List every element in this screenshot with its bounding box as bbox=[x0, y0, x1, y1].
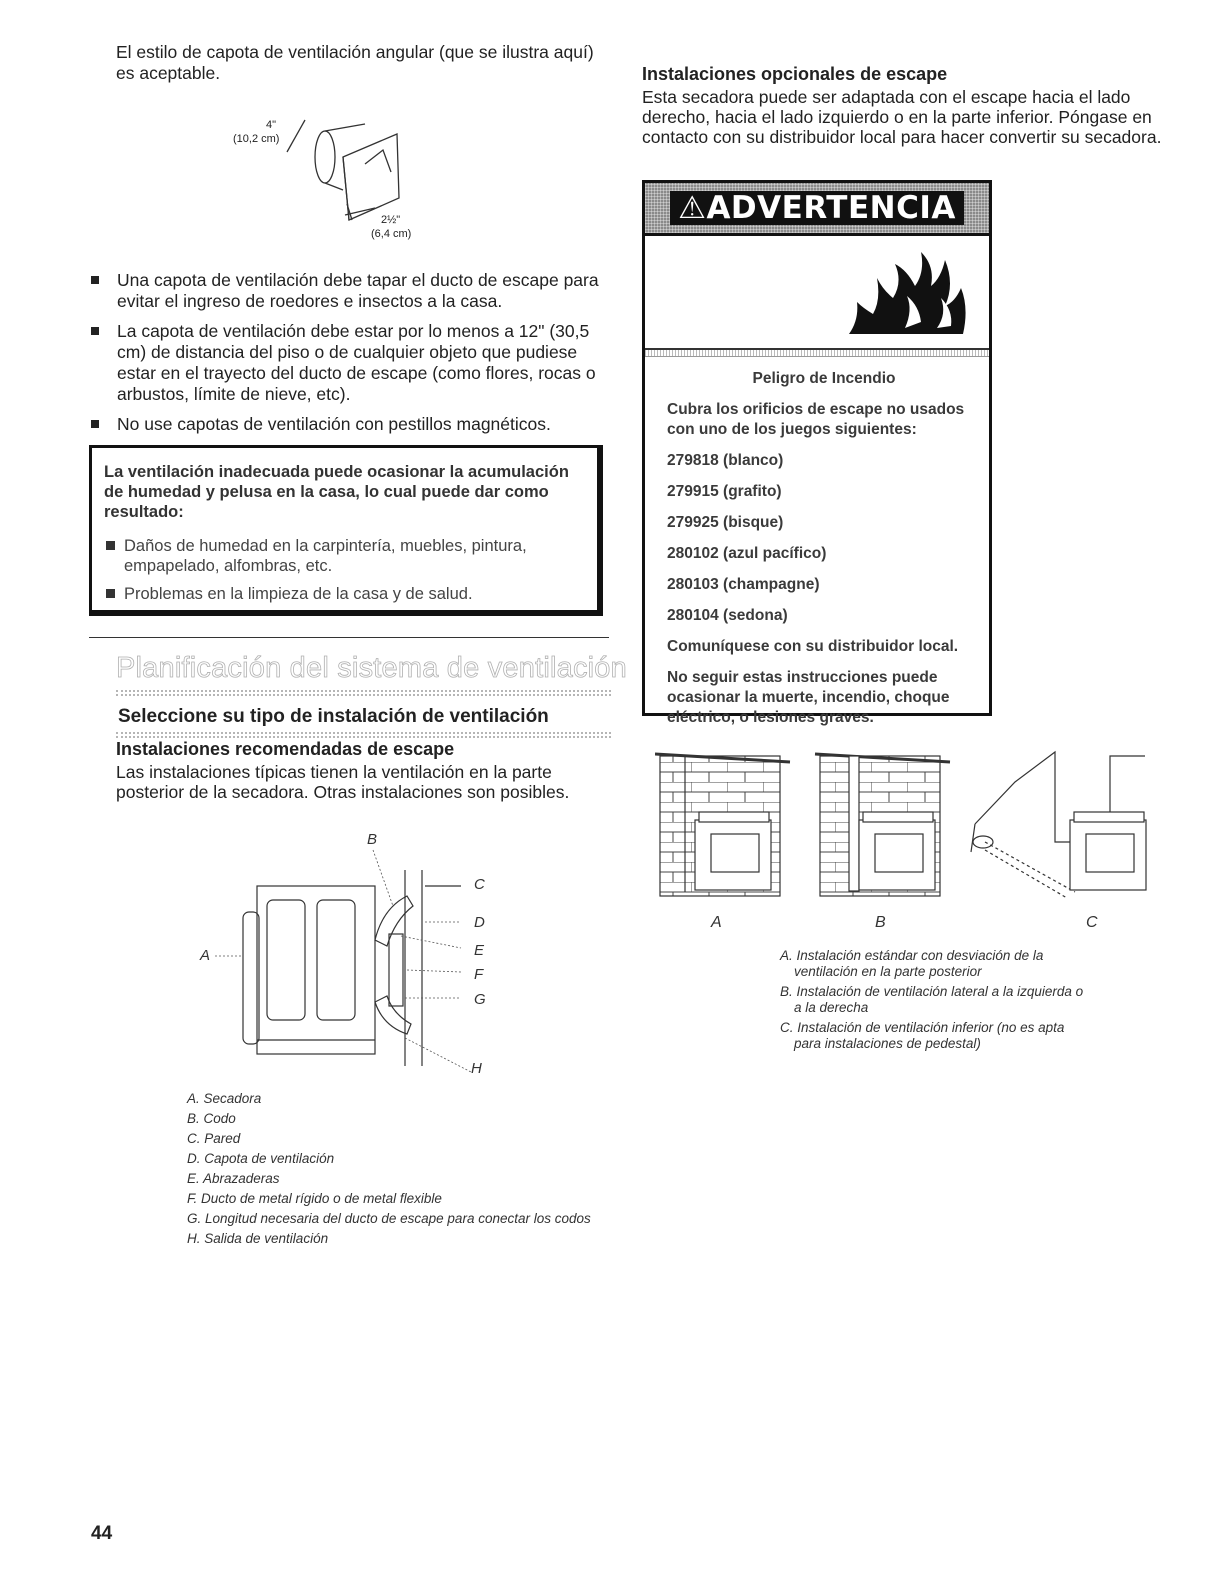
fire-icon bbox=[645, 236, 989, 346]
label-a: A bbox=[200, 947, 211, 964]
warning-intro: Cubra los orificios de escape no usados con uno de los juegos siguientes: bbox=[667, 401, 965, 438]
list-item: La capota de ventilación debe estar por lo menos a 12" (30,5 cm) de distancia del piso o de cualquier objeto que pudiese estar en el trayecto del ducto de escape (como flores, rocas o arbustos, límite de nieve, etc). bbox=[91, 321, 611, 405]
label-b: B bbox=[367, 831, 378, 848]
install-caption: B. Instalación de ventilación lateral a la izquierda o a la derecha bbox=[780, 984, 1084, 1015]
kit-item: 280104 (sedona) bbox=[667, 607, 788, 624]
legend-item: H. Salida de ventilación bbox=[187, 1231, 329, 1246]
warning-body bbox=[645, 357, 989, 728]
dotted-divider bbox=[116, 736, 611, 738]
section-title: Planificación del sistema de ventilación bbox=[116, 652, 627, 684]
legend-item: E. Abrazaderas bbox=[187, 1171, 280, 1186]
install-label-a: A bbox=[711, 914, 722, 931]
optional-heading: Instalaciones opcionales de escape bbox=[642, 64, 948, 84]
install-caption: C. Instalación de ventilación inferior (no es apta para instalaciones de pedestal) bbox=[780, 1020, 1065, 1051]
label-d: D bbox=[474, 914, 485, 931]
dim-a-inches: 4" bbox=[266, 119, 277, 131]
label-h: H bbox=[471, 1060, 482, 1077]
label-g: G bbox=[474, 991, 486, 1008]
dotted-divider bbox=[116, 694, 611, 696]
label-f: F bbox=[474, 966, 484, 983]
note-item: Daños de humedad en la carpintería, muebles, pintura, empapelado, alfombras, etc. bbox=[104, 536, 583, 576]
list-item: No use capotas de ventilación con pestillos magnéticos. bbox=[91, 414, 611, 435]
recommended-text: Las instalaciones típicas tienen la ventilación en la parte posterior de la secadora. Otras instalaciones son posibles. bbox=[116, 762, 570, 802]
legend-item: F. Ducto de metal rígido o de metal flexible bbox=[187, 1191, 442, 1206]
kit-item: 279915 (grafito) bbox=[667, 483, 782, 500]
kit-item: 279925 (bisque) bbox=[667, 514, 784, 531]
install-captions bbox=[780, 948, 1090, 1056]
install-caption: A. Instalación estándar con desviación de la ventilación en la parte posterior bbox=[780, 948, 1044, 979]
warning-banner bbox=[645, 183, 989, 236]
warning-consequence: No seguir estas instrucciones puede ocasionar la muerte, incendio, choque eléctrico, o lesiones graves. bbox=[667, 669, 950, 726]
dotted-divider bbox=[116, 732, 611, 734]
intro-paragraph: El estilo de capota de ventilación angular (que se ilustra aquí) es aceptable. bbox=[116, 42, 594, 83]
exhaust-diagram bbox=[195, 830, 495, 1080]
warning-contact: Comuníquese con su distribuidor local. bbox=[667, 638, 959, 655]
dotted-divider bbox=[116, 690, 611, 692]
kit-item: 280103 (champagne) bbox=[667, 576, 820, 593]
page-number: 44 bbox=[91, 1523, 113, 1544]
legend-item: B. Codo bbox=[187, 1111, 236, 1126]
kit-item: 279818 (blanco) bbox=[667, 452, 784, 469]
ventilation-note-box bbox=[89, 445, 603, 616]
warning-box bbox=[642, 180, 992, 726]
install-types-illustration bbox=[655, 742, 1150, 907]
diagram-legend bbox=[187, 1090, 607, 1247]
recommended-heading: Instalaciones recomendadas de escape bbox=[116, 739, 455, 759]
label-c: C bbox=[474, 876, 485, 893]
install-label-c: C bbox=[1086, 914, 1098, 931]
kit-item: 280102 (azul pacífico) bbox=[667, 545, 827, 562]
vent-hood-bullets bbox=[91, 270, 611, 444]
optional-text: Esta secadora puede ser adaptada con el escape hacia el lado derecho, hacia el lado izquierdo o en la parte inferior. Póngase en contacto con su distribuidor local para hacer convertir su secadora. bbox=[642, 87, 1162, 147]
note-item: Problemas en la limpieza de la casa y de salud. bbox=[104, 584, 583, 604]
decorative-band bbox=[645, 350, 989, 357]
install-label-b: B bbox=[875, 914, 886, 931]
legend-item: C. Pared bbox=[187, 1131, 241, 1146]
warning-triangle-icon: ⚠ bbox=[678, 190, 707, 226]
legend-item: A. Secadora bbox=[187, 1091, 262, 1106]
note-heading: La ventilación inadecuada puede ocasionar la acumulación de humedad y pelusa en la casa, lo cual puede dar como resultado: bbox=[104, 463, 569, 521]
warning-title: ⚠ADVERTENCIA bbox=[670, 191, 964, 225]
legend-item: G. Longitud necesaria del ducto de escape para conectar los codos bbox=[187, 1211, 591, 1226]
dim-b-cm: (6,4 cm) bbox=[371, 228, 412, 240]
fire-symbol-area bbox=[645, 236, 989, 350]
section-subtitle: Seleccione su tipo de instalación de ventilación bbox=[118, 706, 549, 727]
section-rule bbox=[89, 637, 609, 638]
list-item: Una capota de ventilación debe tapar el ducto de escape para evitar el ingreso de roedores e insectos a la casa. bbox=[91, 270, 611, 312]
dim-a-cm: (10,2 cm) bbox=[233, 133, 280, 145]
legend-item: D. Capota de ventilación bbox=[187, 1151, 335, 1166]
label-e: E bbox=[474, 942, 485, 959]
dim-b-inches: 2½" bbox=[381, 214, 401, 226]
warning-heading: Peligro de Incendio bbox=[752, 370, 896, 387]
